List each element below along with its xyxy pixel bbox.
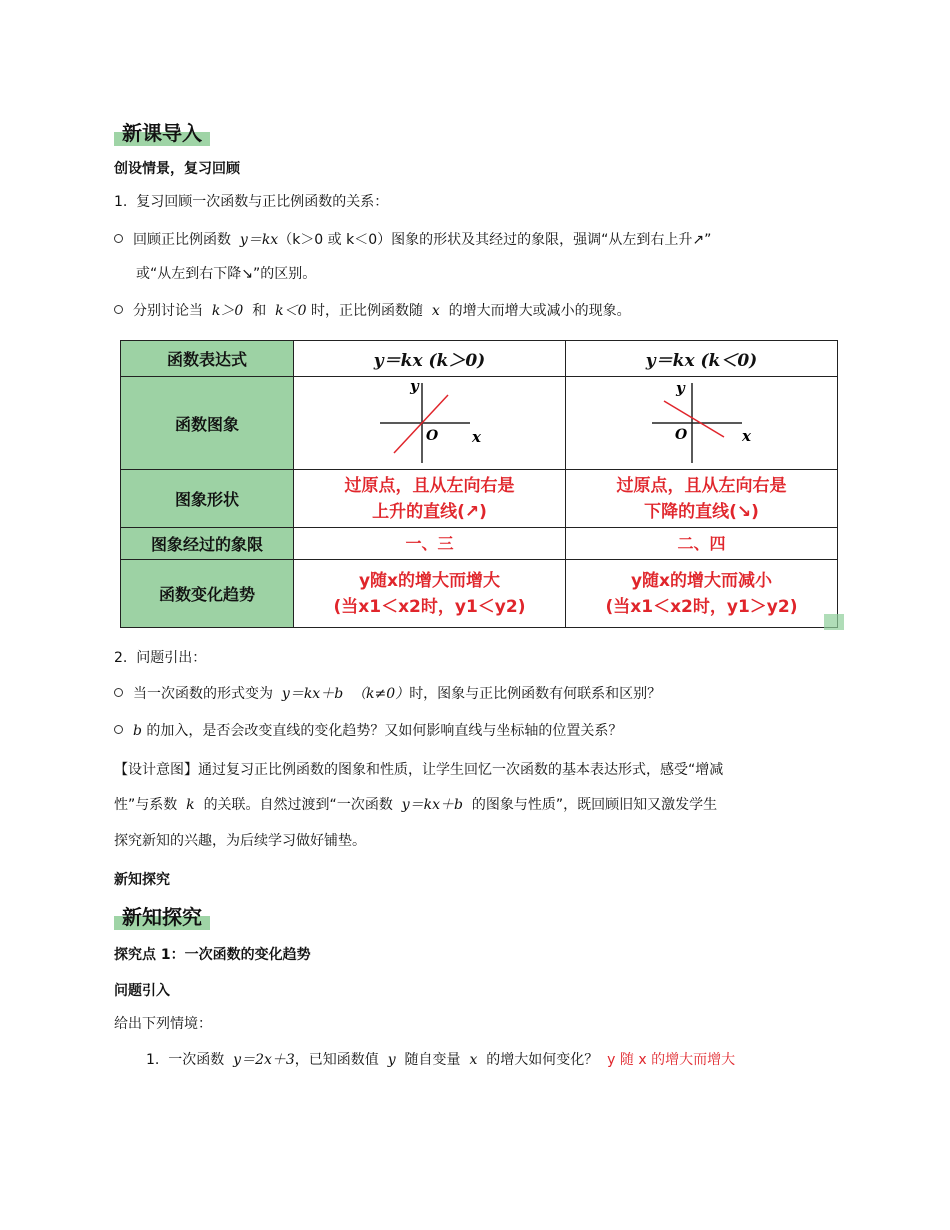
row-label-shape: 图象形状 [121, 470, 294, 528]
graph-positive-svg [370, 377, 490, 465]
trend-negative [566, 560, 838, 628]
row-label-graph: 函数图象 [121, 377, 294, 470]
axis-x-label: x [741, 427, 751, 445]
shape-pos-line2: 上升的直线(↗) [372, 501, 487, 522]
subtitle: 创设情景，复习回顾 [114, 161, 240, 177]
question-1: 1. 一次函数 y＝2x＋3，已知函数值 y 随自变量 x 的增大如何变化？ y 随 x 的增大而增大 [146, 1052, 736, 1068]
bullet-icon [114, 725, 123, 734]
origin-label: O [674, 427, 687, 443]
scenario-intro: 给出下列情境： [114, 1016, 212, 1032]
shape-negative [566, 470, 838, 528]
section-banner-new-lesson: 新课导入 [114, 120, 210, 146]
item-1: 1. 复习回顾一次函数与正比例函数的关系： [114, 194, 389, 210]
design-intent-line1: 【设计意图】通过复习正比例函数的图象和性质，让学生回忆一次函数的基本表达形式，感受“增减 [114, 762, 724, 778]
bullet-1-cont: 或“从左到右下降↘”的区别。 [136, 266, 317, 282]
graph-positive [294, 377, 566, 470]
design-intent-line3: 探究新知的兴趣，为后续学习做好铺垫。 [114, 833, 366, 849]
bullet-icon [114, 234, 123, 243]
function-table [120, 340, 838, 628]
trend-positive [294, 560, 566, 628]
image-shadow-decor [824, 614, 844, 630]
quadrant-positive: 一、三 [294, 528, 566, 560]
question-intro-title: 问题引入 [114, 983, 170, 999]
bullet-3: 当一次函数的形式变为 y＝kx＋b （k≠0）时，图象与正比例函数有何联系和区别？ [114, 684, 661, 704]
bullet-icon [114, 688, 123, 697]
design-intent-line2: 性”与系数 k 的关联。自然过渡到“一次函数 y＝kx＋b 的图象与性质”，既回顾旧知又激发学生 [114, 797, 718, 813]
shape-pos-line1: 过原点，且从左向右是 [344, 475, 515, 496]
graph-negative [566, 377, 838, 470]
trend-pos-line2: (当x1＜x2时，y1＜y2) [333, 596, 526, 617]
table-header-expr: 函数表达式 [121, 341, 294, 377]
explore-point-title: 探究点 1：一次函数的变化趋势 [114, 947, 311, 963]
bullet-4: b 的加入，是否会改变直线的变化趋势？又如何影响直线与坐标轴的位置关系？ [114, 721, 622, 741]
bullet-1: 回顾正比例函数 y＝kx（k＞0 或 k＜0）图象的形状及其经过的象限，强调“从左到右上升↗” [114, 230, 711, 250]
origin-label: O [425, 428, 438, 444]
row-label-trend: 函数变化趋势 [121, 560, 294, 628]
graph-negative-svg [642, 377, 762, 465]
axis-x-label: x [471, 428, 481, 446]
table-header-neg: y＝kx (k＜0) [566, 341, 838, 377]
item-2: 2. 问题引出： [114, 650, 207, 666]
section-banner-explore: 新知探究 [114, 904, 210, 930]
heading-new-knowledge: 新知探究 [114, 872, 170, 888]
shape-positive [294, 470, 566, 528]
quadrant-negative: 二、四 [566, 528, 838, 560]
table-header-pos: y＝kx (k＞0) [294, 341, 566, 377]
trend-neg-line2: (当x1＜x2时，y1＞y2) [605, 596, 798, 617]
question-1-answer: y 随 x 的增大而增大 [607, 1052, 736, 1068]
trend-pos-line1: y随x的增大而增大 [358, 570, 501, 591]
trend-neg-line1: y随x的增大而减小 [630, 570, 773, 591]
axis-y-label: y [409, 377, 419, 395]
shape-neg-line1: 过原点，且从左向右是 [616, 475, 787, 496]
bullet-2: 分别讨论当 k＞0 和 k＜0 时，正比例函数随 x 的增大而增大或减小的现象。 [114, 301, 631, 321]
bullet-icon [114, 305, 123, 314]
row-label-quadrant: 图象经过的象限 [121, 528, 294, 560]
shape-neg-line2: 下降的直线(↘) [644, 501, 759, 522]
axis-y-label: y [675, 379, 685, 397]
